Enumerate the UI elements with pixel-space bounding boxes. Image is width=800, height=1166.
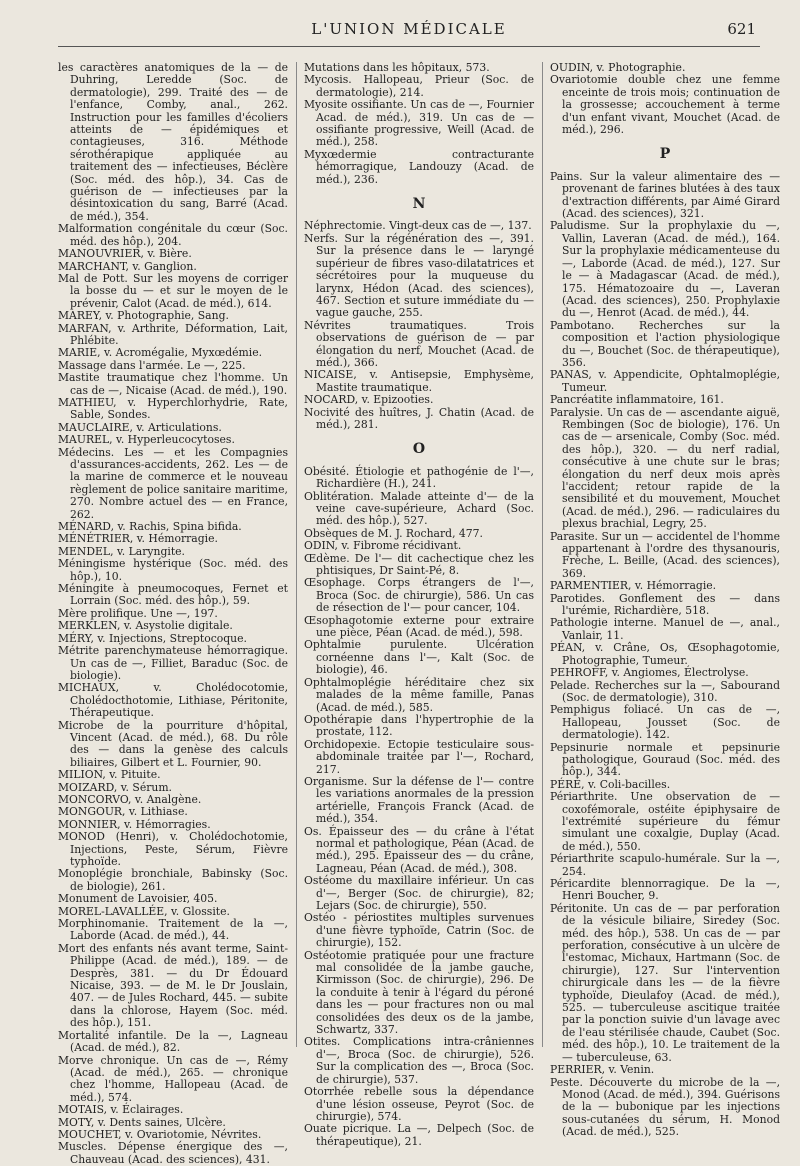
index-entry: Muscles. Dépense énergique des —, Chauveau (Acad. des sciences), 431. [58, 1140, 288, 1166]
index-entry: Mort des enfants nés avant terme, Saint-Philippe (Acad. de méd.), 189. — de Desprès, 381. — du Dr Édouard Nicaise, 393. — de M. le Dr Jouslain, 407. — de Jules Rochard, 445. — subite dans la chlorose, Hayem (Soc. méd. des hôp.), 151. [58, 941, 288, 1030]
index-entry: PARMENTIER, v. Hémorragie. [550, 579, 717, 593]
index-entry: NOCARD, v. Epizooties. [304, 393, 434, 407]
index-entry: MERKLEN, v. Asystolie digitale. [58, 619, 233, 633]
index-columns [58, 61, 780, 1166]
index-entry: Otorrhée rebelle sous la dépendance d'une lésion osseuse, Peyrot (Soc. de chirurgie), 574. [304, 1085, 534, 1123]
column-divider [296, 62, 297, 1047]
index-entry: MOREL-LAVALLÉE, v. Glossite. [58, 904, 230, 918]
index-entry: MICHAUX, v. Cholédocotomie, Cholédocthotomie, Lithiase, Péritonite, Thérapeutique. [58, 681, 288, 720]
index-entry: Paralysie. Un cas de — ascendante aiguë, Rembingen (Soc de biologie), 176. Un cas de — arsenicale, Comby (Soc. méd. des hôp.), 320. — du nerf radial, consécutive à une chute sur le bras; élongation du nerf deux mois après l'accident; retour rapide de la sensibilité et du mouvement, Mouchet (Acad. de méd.), 296. — radiculaires du plexus brachial, Legry, 25. [550, 405, 780, 531]
column-divider [542, 62, 543, 1047]
index-entry: Périarthrite. Une observation de — coxofémorale, ostéite épiphysaire de l'extrémité supérieure du fémur simulant une coxalgie, Duplay (Acad. de méd.), 550. [550, 790, 780, 853]
index-entry: Monument de Lavoisier, 405. [58, 892, 218, 906]
index-entry: MÉRY, v. Injections, Streptocoque. [58, 631, 247, 645]
index-entry: Myxœdermie contracturante hémorragique, Landouzy (Acad. de méd.), 236. [304, 147, 534, 186]
index-entry: Organisme. Sur la défense de l'— contre les variations anormales de la pression artérielle, François Franck (Acad. de méd.), 354. [304, 774, 534, 826]
index-entry: Paludisme. Sur la prophylaxie du —, Vallin, Laveran (Acad. de méd.), 164. Sur la prophylaxie médicamenteuse du —, Laborde (Acad. de méd.), 127. Sur le — à Madagascar (Acad. de méd.), 175. Hématozoaire du —, Laveran (Acad. des sciences), 250. Prophylaxie du —, Henrot (Acad. de méd.), 44. [550, 219, 780, 320]
index-entry: MONCORVO, v. Analgène. [58, 792, 202, 806]
index-entry: ODIN, v. Fibrome récidivant. [304, 539, 462, 553]
index-entry: Ovariotomie double chez une femme enceinte de trois mois; continuation de la grossesse; accouchement à terme d'un enfant vivant, Mouchet (Acad. de méd.), 296. [550, 73, 780, 137]
index-entry: Périarthrite scapulo-humérale. Sur la —, 254. [550, 852, 780, 878]
index-entry: MÉNÉTRIER, v. Hémorragie. [58, 532, 218, 546]
index-entry: Malformation congénitale du cœur (Soc. méd. des hôp.), 204. [58, 222, 288, 248]
index-entry: Myosite ossifiante. Un cas de —, Fournier Acad. de méd.), 319. Un cas de — ossifiante progressive, Weill (Acad. de méd.), 258. [304, 98, 534, 149]
index-column-1 [58, 61, 288, 1166]
section-letter-o: O [412, 441, 426, 458]
index-entry: Péricardite blennorragique. De la —, Henri Boucher, 9. [550, 877, 780, 903]
index-entry: MILION, v. Pituite. [58, 768, 161, 782]
index-entry: Ostéo - périostites multiples survenues d'une fièvre typhoïde, Catrin (Soc. de chirurgie), 152. [304, 911, 534, 950]
index-entry: MOTY, v. Dents saines, Ulcère. [58, 1115, 226, 1129]
index-entry: Pelade. Recherches sur la —, Sabourand (Soc. de dermatologie), 310. [550, 678, 780, 704]
index-entry: Massage dans l'armée. Le —, 225. [58, 358, 246, 372]
index-entry: MARIE, v. Acromégalie, Myxœdémie. [58, 346, 263, 360]
entries-p [550, 171, 780, 1139]
page-header [58, 20, 760, 44]
index-entry: PÉAN, v. Crâne, Os, Œsophagotomie, Photographie, Tumeur. [550, 641, 780, 667]
index-entry: Morphinomanie. Traitement de la —, Laborde (Acad. de méd.), 44. [58, 917, 288, 943]
section-letter-p: P [659, 146, 671, 163]
index-entry: Mycosis. Hallopeau, Prieur (Soc. de dermatologie), 214. [304, 73, 534, 99]
index-entry: Pambotano. Recherches sur la composition et l'action physiologique du —, Bouchet (Soc. de thérapeutique), 356. [550, 318, 780, 369]
index-entry: Nerfs. Sur la régénération des —, 391. Sur la présence dans le — laryngé supérieur de fibres vaso-dilatatrices et sécrétoires pour la muqueuse du larynx, Hédon (Acad. des sciences), 467. Section et suture immédiate du — vague gauche, 255. [304, 231, 534, 320]
index-entry: MENDEL, v. Laryngite. [58, 544, 185, 558]
index-entry: PEHROFF, v. Angiomes, Électrolyse. [550, 666, 749, 680]
index-entry: Ostéome du maxillaire inférieur. Un cas d'—, Berger (Soc. de chirurgie), 82; Lejars (Soc. de chirurgie), 550. [304, 874, 534, 912]
index-entry: Pemphigus foliacé. Un cas de —, Hallopeau, Jousset (Soc. de dermatologie). 142. [550, 703, 780, 742]
index-entry: MOTAIS, v. Éclairages. [58, 1103, 184, 1117]
entries-o-end [550, 62, 780, 136]
index-entry: MAREY, v. Photographie, Sang. [58, 309, 229, 323]
index-entry: Méningisme hystérique (Soc. méd. des hôp.), 10. [58, 557, 288, 583]
index-entry: MAUREL, v. Hyperleucocytoses. [58, 433, 235, 447]
index-entry: Pepsinurie normale et pepsinurie pathologique, Gouraud (Soc. méd. des hôp.), 344. [550, 740, 780, 779]
index-entry: MÉNARD, v. Rachis, Spina bifida. [58, 520, 242, 534]
index-entry: Otites. Complications intra-crâniennes d'—, Broca (Soc. de chirurgie), 526. Sur la complication des —, Broca (Soc. de chirurgie), 537. [304, 1035, 534, 1086]
entries-n [304, 220, 534, 431]
index-entry: Microbe de la pourriture d'hôpital, Vincent (Acad. de méd.), 68. Du rôle des — dans la genèse des calculs biliaires, Gilbert et L. Fournier, 90. [58, 718, 288, 769]
index-entry: Méningite à pneumocoques, Fernet et Lorrain (Soc. méd. des hôp.), 59. [58, 582, 288, 608]
index-entry: MARCHANT, v. Ganglion. [58, 259, 197, 273]
index-entry: Pains. Sur la valeur alimentaire des — provenant de farines blutées à des taux d'extraction différents, par Aimé Girard (Acad. des sciences), 321. [550, 169, 780, 221]
index-entry: Névrites traumatiques. Trois observations de guérison de — par élongation du nerf, Mouchet (Acad. de méd.), 366. [304, 318, 534, 369]
entries-m-end [304, 62, 534, 186]
index-entry: Os. Épaisseur des — du crâne à l'état normal et pathologique, Péan (Acad. de méd.), 295. Épaisseur des — du crâne, Lagneau, Péan (Acad. de méd.), 308. [304, 824, 534, 875]
index-entry: PERRIER, v. Venin. [550, 1063, 655, 1077]
index-entry: MATHIEU, v. Hyperchlorhydrie, Rate, Sable, Sondes. [58, 395, 288, 422]
index-entry: MARFAN, v. Arthrite, Déformation, Lait, Phlébite. [58, 321, 288, 347]
index-entry: Parotides. Gonflement des — dans l'urémie, Richardière, 518. [550, 591, 780, 618]
index-entry: PÉRÉ, v. Coli-bacilles. [550, 777, 671, 791]
index-entry: Monoplégie bronchiale, Babinsky (Soc. de biologie), 261. [58, 867, 288, 893]
index-entry: MOIZARD, v. Sérum. [58, 780, 172, 794]
entries-o [304, 466, 534, 1148]
index-entry: Orchidopexie. Ectopie testiculaire sous-abdominale traitée par l'—, Rochard, 217. [304, 737, 534, 776]
index-entry: Oblitération. Malade atteinte d'— de la veine cave-supérieure, Achard (Soc. méd. des hôp.), 527. [304, 489, 534, 528]
index-entry: Ouate picrique. La —, Delpech (Soc. de thérapeutique), 21. [304, 1122, 534, 1148]
page-number: 621 [727, 20, 756, 38]
index-entry: Ophtalmie purulente. Ulcération cornéenne dans l'—, Kalt (Soc. de biologie), 46. [304, 638, 534, 677]
index-entry: Ophtalmoplégie héréditaire chez six malades de la même famille, Panas (Acad. de méd.), 585. [304, 675, 534, 714]
index-entry: Néphrectomie. Vingt-deux cas de —, 137. [304, 219, 532, 233]
index-entry: MOUCHET, v. Ovariotomie, Névrites. [58, 1127, 262, 1141]
section-letter-n: N [412, 196, 426, 213]
index-entry: Morve chronique. Un cas de —, Rémy (Acad. de méd.), 265. — chronique chez l'homme, Hallopeau (Acad. de méd.), 574. [58, 1053, 288, 1104]
index-entry: Obsèques de M. J. Rochard, 477. [304, 526, 483, 540]
index-entry: Ostéotomie pratiquée pour une fracture mal consolidée de la jambe gauche, Kirmisson (Soc. de chirurgie), 296. De la conduite à tenir à l'égard du péroné dans les — pour fractures non ou mal consolidées des deux os de la jambe, Schwartz, 337. [304, 948, 534, 1037]
index-entry: Mutations dans les hôpitaux, 573. [304, 61, 490, 74]
index-entry: Parasite. Sur un — accidentel de l'homme appartenant à l'ordre des thysanouris, Frèche, L. Beille, (Acad. des sciences), 369. [550, 529, 780, 580]
index-entry: MAUCLAIRE, v. Articulations. [58, 420, 222, 434]
index-entry: Opothérapie dans l'hypertrophie de la prostate, 112. [304, 712, 534, 739]
index-entry: Obésité. Étiologie et pathogénie de l'—, Richardière (H.), 241. [304, 464, 534, 491]
index-entry: Mère prolifique. Une —, 197. [58, 606, 218, 620]
index-entry: MONOD (Henri), v. Cholédochotomie, Injections, Peste, Sérum, Fièvre typhoïde. [58, 830, 288, 868]
index-entry: Mal de Pott. Sur les moyens de corriger la bosse du — et sur le moyen de le prévenir, Calot (Acad. de méd.), 614. [58, 271, 288, 310]
index-entry: MONGOUR, v. Lithiase. [58, 805, 188, 819]
index-entry: PANAS, v. Appendicite, Ophtalmoplégie, Tumeur. [550, 368, 780, 394]
index-entry: les caractères anatomiques de la — de Duhring, Leredde (Soc. de dermatologie), 299. Traité des — de l'enfance, Comby, anal., 262. Instruction pour les familles d'écoliers atteints de — épidémiques et contagieuses, 316. Méthode sérothérapique appliquée au traitement des — infectieuses, Béclère (Soc. méd. des hôp.), 34. Cas de guérison de — infectieuses par la désintoxication du sang, Barré (Acad. de méd.), 354. [58, 61, 288, 223]
index-entry: OUDIN, v. Photographie. [550, 61, 686, 74]
index-entry: Pancréatite inflammatoire, 161. [550, 393, 724, 407]
index-entry: Œdème. De l'— dit cachectique chez les phtisiques, Dr Saint-Pé, 8. [304, 551, 534, 578]
entries-m [58, 62, 288, 1166]
index-entry: MANOUVRIER, v. Bière. [58, 247, 192, 261]
index-entry: MONNIER, v. Hémorragies. [58, 817, 211, 831]
journal-title: L'UNION MÉDICALE [311, 20, 507, 38]
index-entry: NICAISE, v. Antisepsie, Emphysème, Mastite traumatique. [304, 368, 534, 394]
index-entry: Péritonite. Un cas de — par perforation de la vésicule biliaire, Siredey (Soc. méd. des hôp.), 538. Un cas de — par perforation, consécutive à un ulcère de l'estomac, Michaux, Hartmann (Soc. de chirurgie), 127. Sur l'intervention chirurgicale dans les — de la fièvre typhoïde, Dieulafoy (Acad. de méd.), 525. — tuberculeuse ascitique traitée par la ponction suivie d'un lavage avec de l'eau stérilisée chaude, Caubet (Soc. méd. des hôp.), 10. Le traitement de la — tuberculeuse, 63. [550, 901, 780, 1064]
index-entry: Métrite parenchymateuse hémorragique. Un cas de —, Filliet, Baraduc (Soc. de biologie). [58, 644, 288, 682]
index-entry: Médecins. Les — et les Compagnies d'assurances-accidents, 262. Les — de la marine de commerce et le nouveau règlement de police sanitaire maritime, 270. Nombre actuel des — en France, 262. [58, 445, 288, 521]
header-rule [58, 46, 760, 47]
index-entry: Peste. Découverte du microbe de la —, Monod (Acad. de méd.), 394. Guérisons de la — bubonique par les injections sous-cutanées du sérum, H. Monod (Acad. de méd.), 525. [550, 1075, 780, 1139]
index-column-2 [304, 61, 534, 1148]
index-entry: Œsophage. Corps étrangers de l'—, Broca (Soc. de chirurgie), 586. Un cas de résection de l'— pour cancer, 104. [304, 576, 534, 615]
index-entry: Œsophagotomie externe pour extraire une pièce, Péan (Acad. de méd.), 598. [304, 613, 534, 640]
index-column-3 [550, 61, 780, 1139]
index-entry: Mortalité infantile. De la —, Lagneau (Acad. de méd.), 82. [58, 1028, 288, 1055]
index-entry: Pathologie interne. Manuel de —, anal., Vanlair, 11. [550, 616, 780, 642]
index-entry: Mastite traumatique chez l'homme. Un cas de —, Nicaise (Acad. de méd.), 190. [58, 371, 288, 397]
index-entry: Nocivité des huîtres, J. Chatin (Acad. de méd.), 281. [304, 405, 534, 431]
